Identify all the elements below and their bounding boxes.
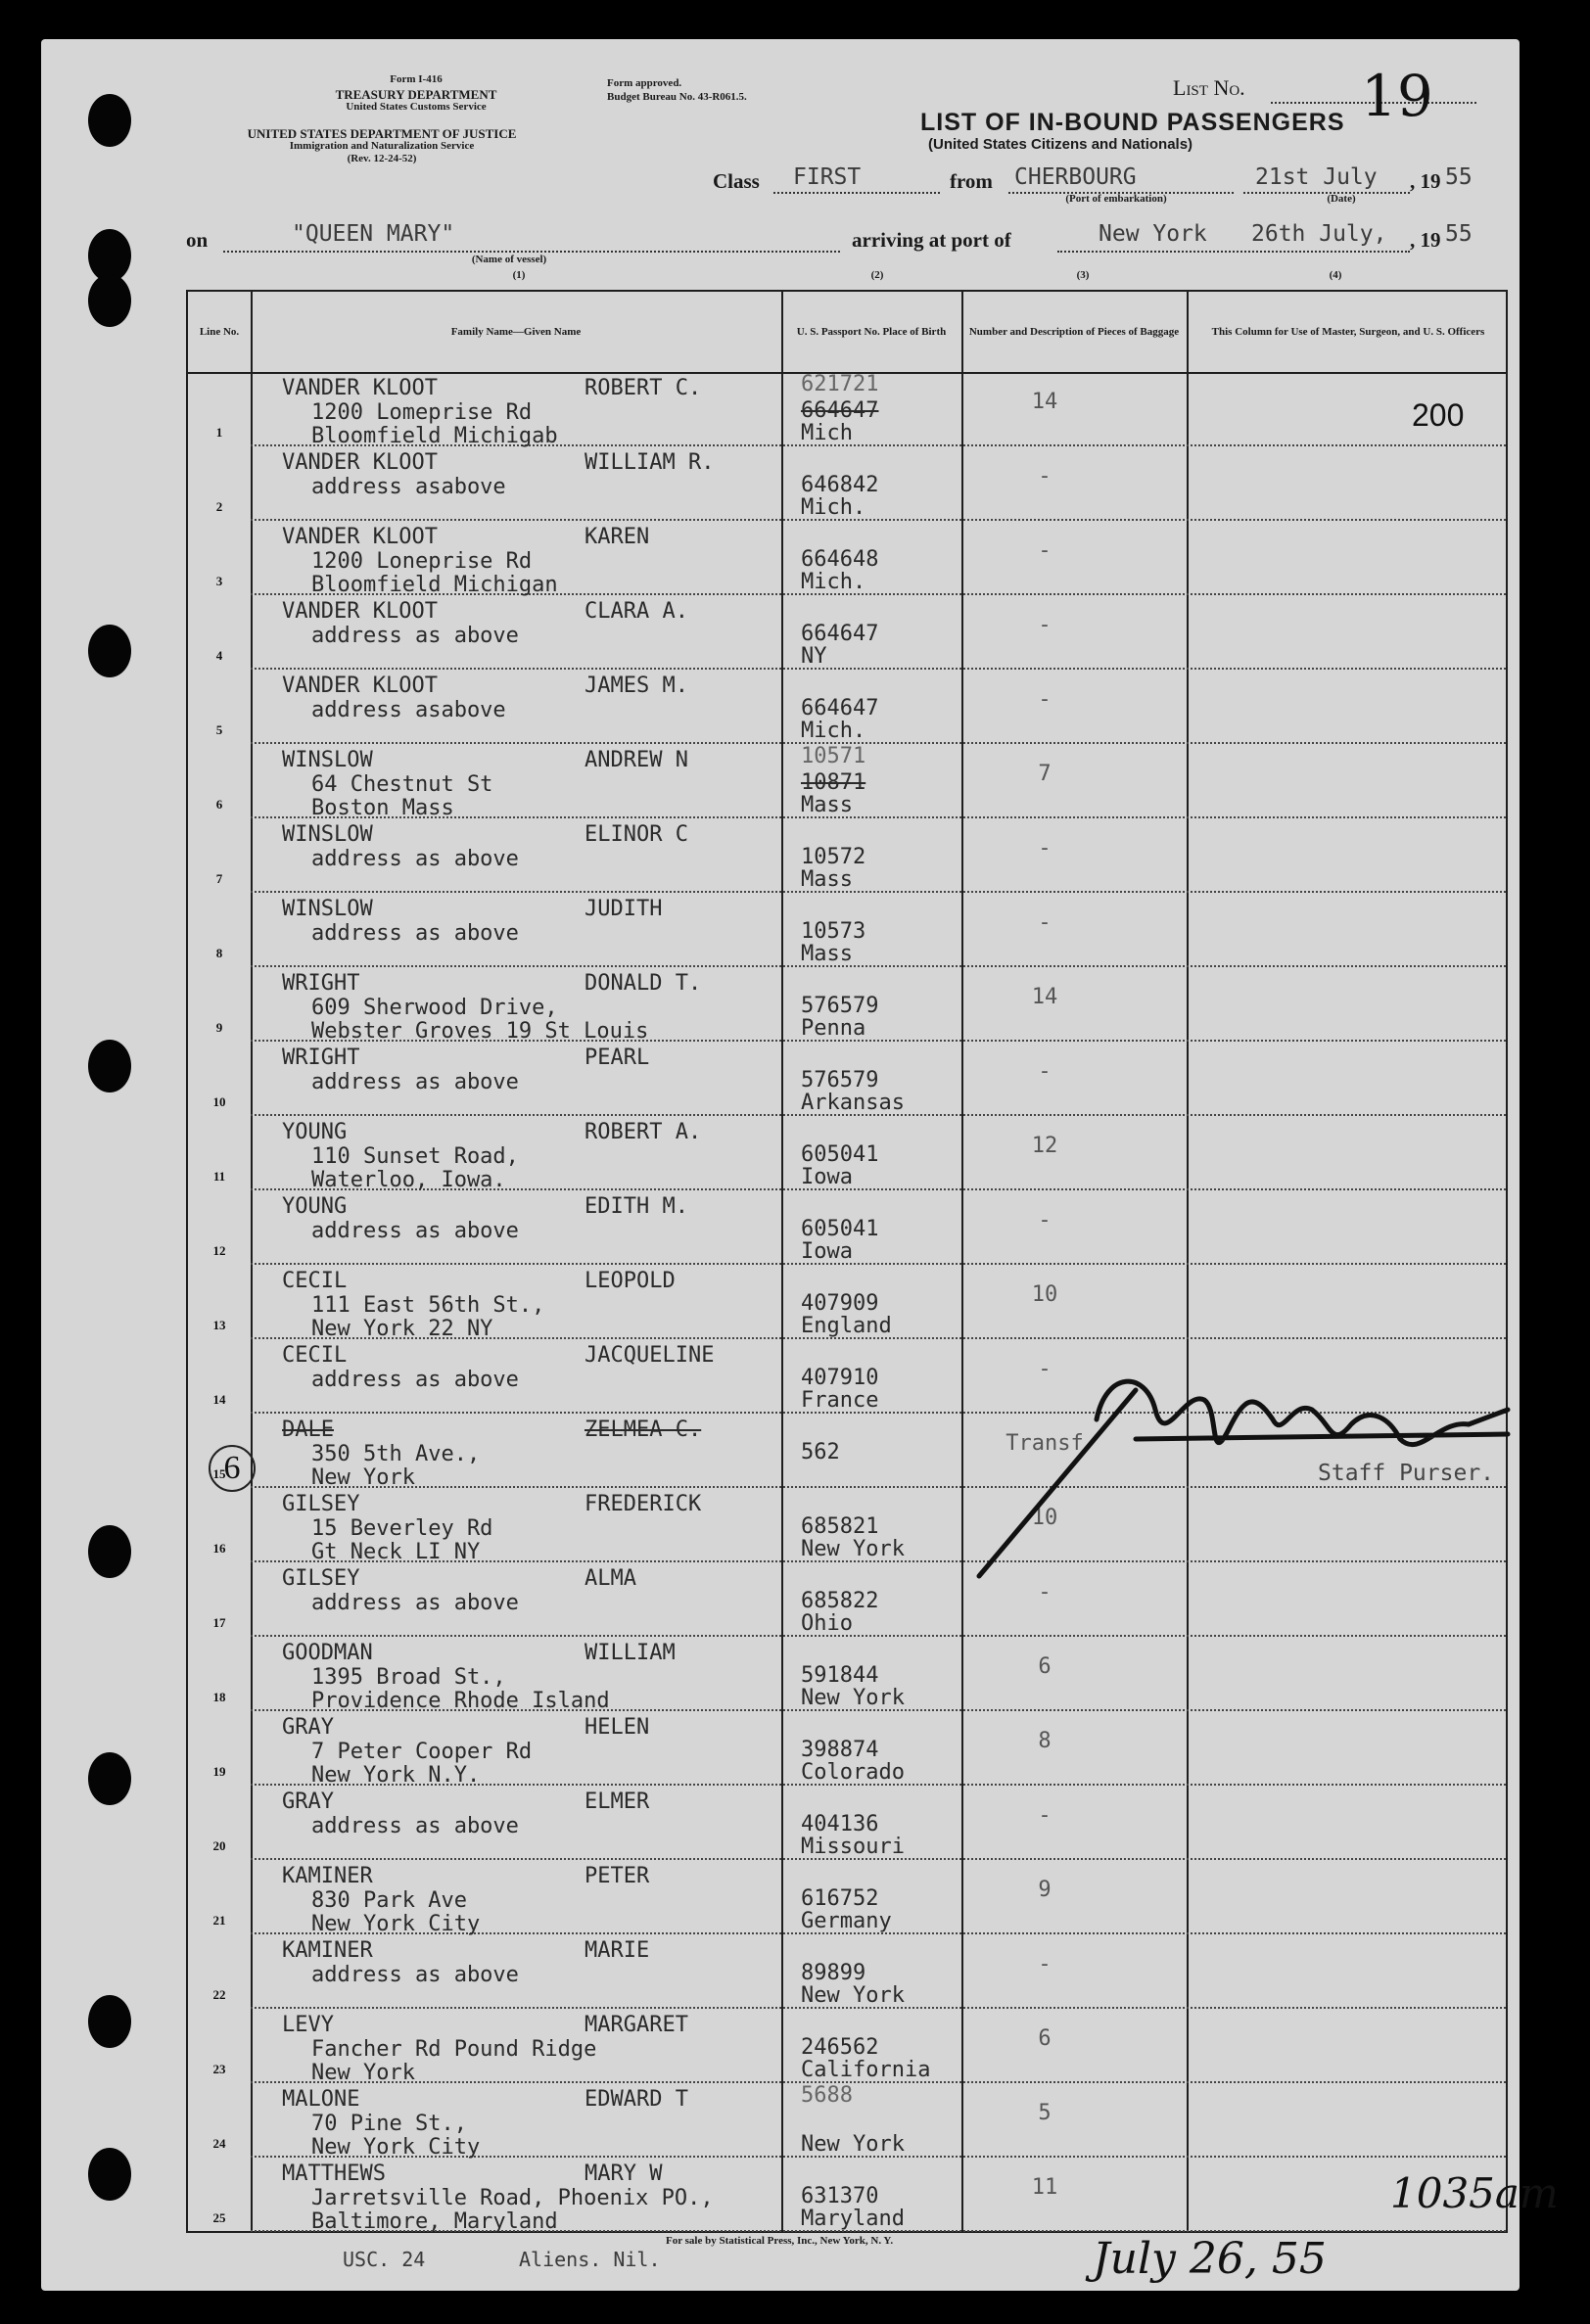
address-line-1: 110 Sunset Road, (311, 1144, 519, 1169)
address-line-1: address as above (311, 1814, 519, 1838)
line-number: 6 (215, 797, 223, 812)
passport-number: 664647 (801, 696, 879, 720)
baggage-count: - (1038, 1357, 1052, 1381)
line-number: 3 (215, 574, 223, 588)
given-name: JAMES M. (585, 674, 688, 698)
col-num-3: (3) (1076, 269, 1090, 281)
address-line-2: Gt Neck LI NY (311, 1540, 481, 1564)
punch-hole (88, 625, 131, 677)
embark-caption: (Port of embarkation) (1065, 193, 1167, 205)
punch-hole (88, 1752, 131, 1805)
class-label: Class (713, 169, 760, 193)
form-subtitle: (United States Citizens and Nationals) (928, 136, 1193, 153)
family-name: KAMINER (282, 1864, 373, 1888)
given-name: MARGARET (585, 2013, 688, 2037)
address-line-1: Fancher Rd Pound Ridge (311, 2037, 597, 2062)
office-number: 200 (1412, 397, 1465, 433)
passport-number: 398874 (801, 1738, 879, 1762)
passport-number: 10573 (801, 919, 866, 944)
place-of-birth: Mich. (801, 570, 866, 594)
place-of-birth: Mass (801, 867, 853, 892)
family-name: GRAY (282, 1715, 334, 1740)
col-header-line: Line No. (199, 326, 240, 338)
family-name: CECIL (282, 1343, 348, 1368)
family-name: GRAY (282, 1789, 334, 1814)
given-name: ALMA (585, 1566, 636, 1591)
staff-purser-label: Staff Purser. (1318, 1461, 1495, 1486)
address-line-1: address asabove (311, 475, 506, 499)
line-number: 2 (215, 499, 223, 514)
baggage-count: - (1038, 1803, 1052, 1828)
family-name: VANDER KLOOT (282, 599, 438, 624)
table-row (188, 893, 1506, 967)
passport-number: 404136 (801, 1812, 879, 1836)
given-name: HELEN (585, 1715, 650, 1740)
address-line-2: New York City (311, 2135, 481, 2160)
table-row (188, 670, 1506, 744)
table-row (188, 1711, 1506, 1786)
address-line-2: Bloomfield Michigab (311, 424, 558, 448)
table-row (188, 818, 1506, 893)
baggage-count: 11 (1031, 2175, 1058, 2200)
baggage-count: - (1038, 910, 1052, 935)
table-row (188, 1637, 1506, 1711)
table-row (188, 1786, 1506, 1860)
vessel-name: "QUEEN MARY" (292, 221, 455, 247)
family-name: GILSEY (282, 1566, 360, 1591)
passenger-table (186, 290, 1508, 2233)
arrival-port: New York (1099, 221, 1207, 247)
baggage-count: 14 (1031, 985, 1058, 1009)
baggage-count: 6 (1038, 1654, 1052, 1679)
family-name: GOODMAN (282, 1641, 373, 1665)
address-line-1: 15 Beverley Rd (311, 1516, 493, 1541)
address-line-1: Jarretsville Road, Phoenix PO., (311, 2186, 714, 2210)
baggage-count: Transf (1005, 1431, 1084, 1456)
table-row (188, 521, 1506, 595)
punch-hole (88, 2148, 131, 2201)
given-name: MARIE (585, 1938, 650, 1963)
given-name: FREDERICK (585, 1492, 702, 1516)
place-of-birth: California (801, 2058, 931, 2082)
address-line-2: Webster Groves 19 St Louis (311, 1019, 649, 1044)
place-of-birth: Mass (801, 942, 853, 966)
place-of-birth: Maryland (801, 2207, 905, 2231)
passport-number: 562 (801, 1440, 840, 1464)
given-name: KAREN (585, 525, 650, 549)
table-row (188, 1190, 1506, 1265)
address-line-1: 7 Peter Cooper Rd (311, 1740, 533, 1764)
baggage-count: 9 (1038, 1878, 1052, 1902)
baggage-count: - (1038, 687, 1052, 712)
passport-number: 246562 (801, 2035, 879, 2060)
list-no-label: List No. (1173, 75, 1245, 100)
passport-number-corrected: 5688 (801, 2083, 853, 2108)
form-approved: Form approved. (607, 77, 682, 89)
address-line-1: 64 Chestnut St (311, 772, 493, 797)
place-of-birth: Mich (801, 421, 853, 445)
col-header-name: Family Name—Given Name (450, 326, 582, 338)
depart-date: 21st July (1255, 164, 1378, 190)
baggage-count: 14 (1031, 390, 1058, 414)
line-number: 8 (215, 946, 223, 960)
line-number: 11 (212, 1169, 226, 1184)
address-line-1: 1200 Loneprise Rd (311, 549, 533, 574)
address-line-1: address as above (311, 847, 519, 871)
footer-aliens: Aliens. Nil. (519, 2248, 661, 2271)
footer-sale: For sale by Statistical Press, Inc., New York, N. Y. (666, 2235, 894, 2247)
given-name: ANDREW N (585, 748, 688, 772)
line-number: 7 (215, 871, 223, 886)
line-number: 16 (212, 1541, 226, 1556)
place-of-birth: New York (801, 1686, 905, 1710)
line-number: 15 (212, 1466, 226, 1481)
given-name: JACQUELINE (585, 1343, 715, 1368)
class-value: FIRST (793, 164, 862, 190)
address-line-1: 1200 Lomeprise Rd (311, 400, 533, 425)
given-name: PEARL (585, 1046, 650, 1070)
given-name: JUDITH (585, 897, 663, 921)
table-row (188, 967, 1506, 1042)
table-row (188, 1934, 1506, 2009)
place-of-birth: Mich. (801, 719, 866, 743)
passport-number: 10871 (801, 770, 866, 795)
footer-usc: USC. 24 (343, 2248, 426, 2271)
baggage-count: 8 (1038, 1729, 1052, 1753)
family-name: YOUNG (282, 1194, 348, 1219)
line-number: 9 (215, 1020, 223, 1035)
family-name: CECIL (282, 1269, 348, 1293)
punch-hole (88, 1525, 131, 1578)
baggage-count: 12 (1031, 1134, 1058, 1158)
on-label: on (186, 228, 209, 252)
given-name: DONALD T. (585, 971, 702, 996)
line-number: 23 (212, 2062, 226, 2076)
arrival-date: 26th July, (1251, 221, 1387, 247)
given-name: LEOPOLD (585, 1269, 676, 1293)
line-number: 24 (212, 2136, 226, 2151)
family-name: VANDER KLOOT (282, 525, 438, 549)
baggage-count: 5 (1038, 2101, 1052, 2125)
place-of-birth: NY (801, 644, 827, 669)
family-name: WRIGHT (282, 971, 360, 996)
line-number: 25 (212, 2210, 226, 2225)
given-name: ROBERT A. (585, 1120, 702, 1144)
place-of-birth: New York (801, 1537, 905, 1561)
baggage-count: - (1038, 464, 1052, 488)
passport-number: 646842 (801, 473, 879, 497)
given-name: ZELMEA C. (585, 1418, 702, 1442)
baggage-count: - (1038, 1208, 1052, 1232)
line-number: 19 (212, 1764, 226, 1779)
family-name: DALE (282, 1418, 334, 1442)
given-name: EDITH M. (585, 1194, 688, 1219)
family-name: WINSLOW (282, 748, 373, 772)
time-stamp: 1035am (1390, 2169, 1559, 2217)
passport-number: 616752 (801, 1886, 879, 1911)
ins-service: Immigration and Naturalization Service (289, 140, 475, 152)
family-name: WINSLOW (282, 897, 373, 921)
given-name: ELMER (585, 1789, 650, 1814)
date-signed: July 26, 55 (1093, 2234, 1327, 2284)
arrival-year-prefix: , 19 (1410, 228, 1441, 252)
given-name: PETER (585, 1864, 650, 1888)
passport-number: 89899 (801, 1961, 866, 1985)
address-line-1: address as above (311, 1219, 519, 1243)
address-line-1: 1395 Broad St., (311, 1665, 506, 1690)
passport-number: 664647 (801, 398, 879, 423)
place-of-birth: Arkansas (801, 1091, 905, 1115)
line-number: 14 (212, 1392, 226, 1407)
col-header-baggage: Number and Description of Pieces of Baggage (968, 326, 1180, 338)
line-number: 5 (215, 722, 223, 737)
col-header-passport: U. S. Passport No. Place of Birth (796, 326, 947, 338)
family-name: WINSLOW (282, 822, 373, 847)
place-of-birth: Missouri (801, 1835, 905, 1859)
address-line-2: New York 22 NY (311, 1317, 493, 1341)
punch-hole (88, 1995, 131, 2048)
address-line-1: address as above (311, 1070, 519, 1094)
table-row (188, 1860, 1506, 1934)
table-row (188, 744, 1506, 818)
passport-number: 664647 (801, 622, 879, 646)
given-name: WILLIAM R. (585, 450, 715, 475)
line-number: 4 (215, 648, 223, 663)
address-line-1: 111 East 56th St., (311, 1293, 545, 1318)
family-name: GILSEY (282, 1492, 360, 1516)
table-row (188, 1265, 1506, 1339)
line-number: 20 (212, 1838, 226, 1853)
from-label: from (950, 169, 993, 193)
place-of-birth: Mass (801, 793, 853, 817)
budget-bureau: Budget Bureau No. 43-R061.5. (607, 91, 747, 103)
address-line-1: 70 Pine St., (311, 2112, 467, 2136)
family-name: VANDER KLOOT (282, 450, 438, 475)
address-line-1: address as above (311, 921, 519, 946)
place-of-birth: New York (801, 1983, 905, 2008)
address-line-1: 350 5th Ave., (311, 1442, 481, 1466)
address-line-1: address asabove (311, 698, 506, 722)
baggage-count: - (1038, 836, 1052, 860)
place-of-birth: New York (801, 2132, 905, 2157)
arrival-year: 55 (1445, 221, 1473, 247)
table-row (188, 595, 1506, 670)
address-line-2: New York City (311, 1912, 481, 1936)
baggage-count: 10 (1031, 1506, 1058, 1530)
baggage-count: - (1038, 1580, 1052, 1604)
baggage-count: - (1038, 1952, 1052, 1976)
place-of-birth: Germany (801, 1909, 892, 1933)
baggage-count: - (1038, 613, 1052, 637)
address-line-2: Boston Mass (311, 796, 454, 820)
date-caption: (Date) (1327, 193, 1356, 205)
form-title: LIST OF IN-BOUND PASSENGERS (920, 109, 1345, 136)
from-value: CHERBOURG (1014, 164, 1137, 190)
punch-hole (88, 94, 131, 147)
arriving-label: arriving at port of (852, 228, 1011, 252)
place-of-birth: England (801, 1314, 892, 1338)
customs-service: United States Customs Service (346, 101, 487, 113)
treasury-department: TREASURY DEPARTMENT (335, 87, 497, 102)
family-name: MALONE (282, 2087, 360, 2112)
address-line-1: address as above (311, 1963, 519, 1987)
class-line (773, 192, 940, 194)
line-number: 17 (212, 1615, 226, 1630)
address-line-2: Baltimore, Maryland (311, 2209, 558, 2234)
vessel-line (223, 251, 840, 253)
table-row (188, 1042, 1506, 1116)
list-no-value: 19 (1361, 63, 1433, 129)
address-line-1: address as above (311, 1368, 519, 1392)
form-number: Form I-416 (390, 73, 443, 85)
punch-hole (88, 274, 131, 327)
line-number: 22 (212, 1987, 226, 2002)
address-line-2: Waterloo, Iowa. (311, 1168, 506, 1192)
place-of-birth: Iowa (801, 1165, 853, 1189)
circled-number: 6 (209, 1445, 256, 1492)
address-line-2: New York (311, 1465, 415, 1490)
vessel-caption: (Name of vessel) (471, 254, 547, 265)
table-row (188, 2158, 1506, 2232)
place-of-birth: Penna (801, 1016, 866, 1041)
place-of-birth: Iowa (801, 1239, 853, 1264)
col-header-officers: This Column for Use of Master, Surgeon, and U. S. Officers (1211, 326, 1485, 338)
depart-year: 55 (1445, 164, 1473, 190)
family-name: MATTHEWS (282, 2161, 386, 2186)
col-num-4: (4) (1329, 269, 1342, 281)
passport-number: 576579 (801, 994, 879, 1018)
justice-department: UNITED STATES DEPARTMENT OF JUSTICE (247, 126, 517, 141)
passport-number: 10572 (801, 845, 866, 869)
given-name: MARY W (585, 2161, 663, 2186)
family-name: LEVY (282, 2013, 334, 2037)
table-row (188, 2009, 1506, 2083)
line-number: 12 (212, 1243, 226, 1258)
passport-number: 605041 (801, 1217, 879, 1241)
passport-number-corrected: 10571 (801, 744, 866, 768)
line-number: 18 (212, 1690, 226, 1704)
given-name: WILLIAM (585, 1641, 676, 1665)
given-name: CLARA A. (585, 599, 688, 624)
baggage-count: 10 (1031, 1282, 1058, 1307)
passport-number: 664648 (801, 547, 879, 572)
passport-number: 407910 (801, 1366, 879, 1390)
table-row (188, 372, 1506, 446)
revision: (Rev. 12-24-52) (347, 153, 417, 164)
passport-number: 407909 (801, 1291, 879, 1316)
family-name: WRIGHT (282, 1046, 360, 1070)
purser-signature (959, 1331, 1527, 1586)
col-num-2: (2) (870, 269, 884, 281)
place-of-birth: Ohio (801, 1611, 853, 1636)
family-name: YOUNG (282, 1120, 348, 1144)
address-line-1: 609 Sherwood Drive, (311, 996, 558, 1020)
line-number: 21 (212, 1913, 226, 1928)
punch-hole (88, 1040, 131, 1092)
depart-year-prefix: , 19 (1410, 169, 1441, 193)
given-name: ELINOR C (585, 822, 688, 847)
line-number: 10 (212, 1094, 226, 1109)
passport-number: 576579 (801, 1068, 879, 1092)
line-number: 1 (215, 425, 223, 440)
table-row (188, 446, 1506, 521)
family-name: VANDER KLOOT (282, 376, 438, 400)
arrival-line (1057, 251, 1410, 253)
baggage-count: - (1038, 1059, 1052, 1084)
given-name: ROBERT C. (585, 376, 702, 400)
table-row (188, 2083, 1506, 2158)
passport-number: 605041 (801, 1142, 879, 1167)
place-of-birth: Mich. (801, 495, 866, 520)
address-line-2: Providence Rhode Island (311, 1689, 610, 1713)
col-num-1: (1) (512, 269, 526, 281)
address-line-2: Bloomfield Michigan (311, 573, 558, 597)
passport-number: 685822 (801, 1589, 879, 1613)
passport-number-corrected: 621721 (801, 372, 879, 396)
given-name: EDWARD T (585, 2087, 688, 2112)
passport-number: 631370 (801, 2184, 879, 2208)
line-number: 13 (212, 1318, 226, 1332)
family-name: KAMINER (282, 1938, 373, 1963)
baggage-count: 7 (1038, 762, 1052, 786)
table-row (188, 1116, 1506, 1190)
family-name: VANDER KLOOT (282, 674, 438, 698)
place-of-birth: Colorado (801, 1760, 905, 1785)
address-line-1: address as above (311, 1591, 519, 1615)
address-line-1: address as above (311, 624, 519, 648)
passport-number: 685821 (801, 1514, 879, 1539)
address-line-2: New York (311, 2061, 415, 2085)
place-of-birth: France (801, 1388, 879, 1413)
address-line-1: 830 Park Ave (311, 1888, 467, 1913)
baggage-count: 6 (1038, 2026, 1052, 2051)
passport-number: 591844 (801, 1663, 879, 1688)
baggage-count: - (1038, 538, 1052, 563)
address-line-2: New York N.Y. (311, 1763, 481, 1788)
